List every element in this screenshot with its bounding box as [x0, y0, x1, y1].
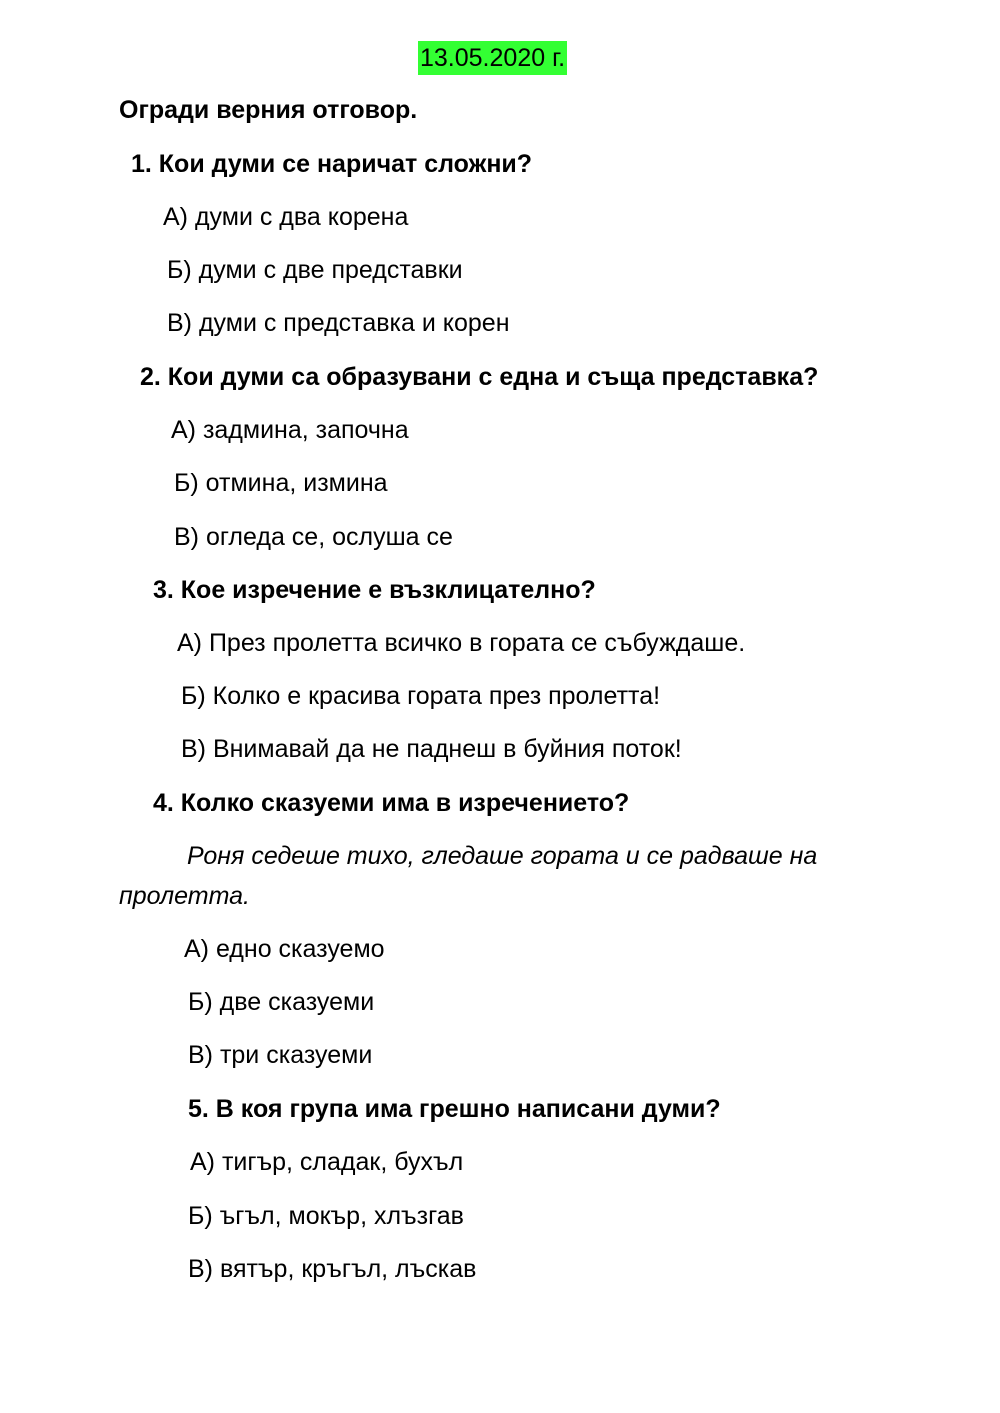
- question-3-option-a: А) През пролетта всичко в гората се събуждаше.: [177, 629, 746, 657]
- question-3-option-b: Б) Колко е красива гората през пролетта!: [181, 682, 661, 710]
- question-3-option-c: В) Внимавай да не паднеш в буйния поток!: [181, 735, 682, 763]
- question-4-sentence-line-1: Роня седеше тихо, гледаше гората и се радваше на: [187, 842, 818, 870]
- question-3: [153, 575, 596, 605]
- question-1-number: 1: [131, 150, 145, 178]
- question-5-option-a: А) тигър, сладак, бухъл: [190, 1148, 464, 1176]
- question-2: [140, 362, 818, 392]
- question-4-option-b: Б) две сказуеми: [188, 988, 375, 1016]
- question-2-text: . Кои думи са образувани с една и съща представка?: [153, 363, 819, 391]
- question-2-option-b: Б) отмина, измина: [174, 469, 388, 497]
- question-5-number: 5: [188, 1095, 202, 1123]
- question-2-number: 2: [140, 363, 154, 391]
- question-1-option-c: В) думи с представка и корен: [167, 309, 510, 337]
- question-1: [131, 149, 532, 179]
- question-4-option-a: А) едно сказуемо: [184, 935, 385, 963]
- instruction: Огради верния отговор.: [119, 96, 418, 124]
- question-4-text: . Колко сказуеми има в изречението?: [166, 789, 630, 817]
- question-3-number: 3: [153, 576, 167, 604]
- date-label: 13.05.2020 г.: [418, 41, 567, 75]
- question-1-option-a: А) думи с два корена: [163, 203, 409, 231]
- question-5-text: . В коя група има грешно написани думи?: [201, 1095, 721, 1123]
- question-4: [153, 788, 629, 818]
- question-5: [188, 1094, 721, 1124]
- question-5-option-c: В) вятър, кръгъл, лъскав: [188, 1255, 477, 1283]
- question-2-option-c: В) огледа се, ослуша се: [174, 523, 453, 551]
- question-2-option-a: А) задмина, започна: [171, 416, 409, 444]
- question-3-text: . Кое изречение е възклицателно?: [166, 576, 596, 604]
- question-1-text: . Кои думи се наричат сложни?: [144, 150, 533, 178]
- question-1-option-b: Б) думи с две представки: [167, 256, 463, 284]
- question-5-option-b: Б) ъгъл, мокър, хлъзгав: [188, 1202, 464, 1230]
- question-4-sentence-line-2: пролетта.: [119, 882, 250, 910]
- question-4-option-c: В) три сказуеми: [188, 1041, 373, 1069]
- question-4-number: 4: [153, 789, 167, 817]
